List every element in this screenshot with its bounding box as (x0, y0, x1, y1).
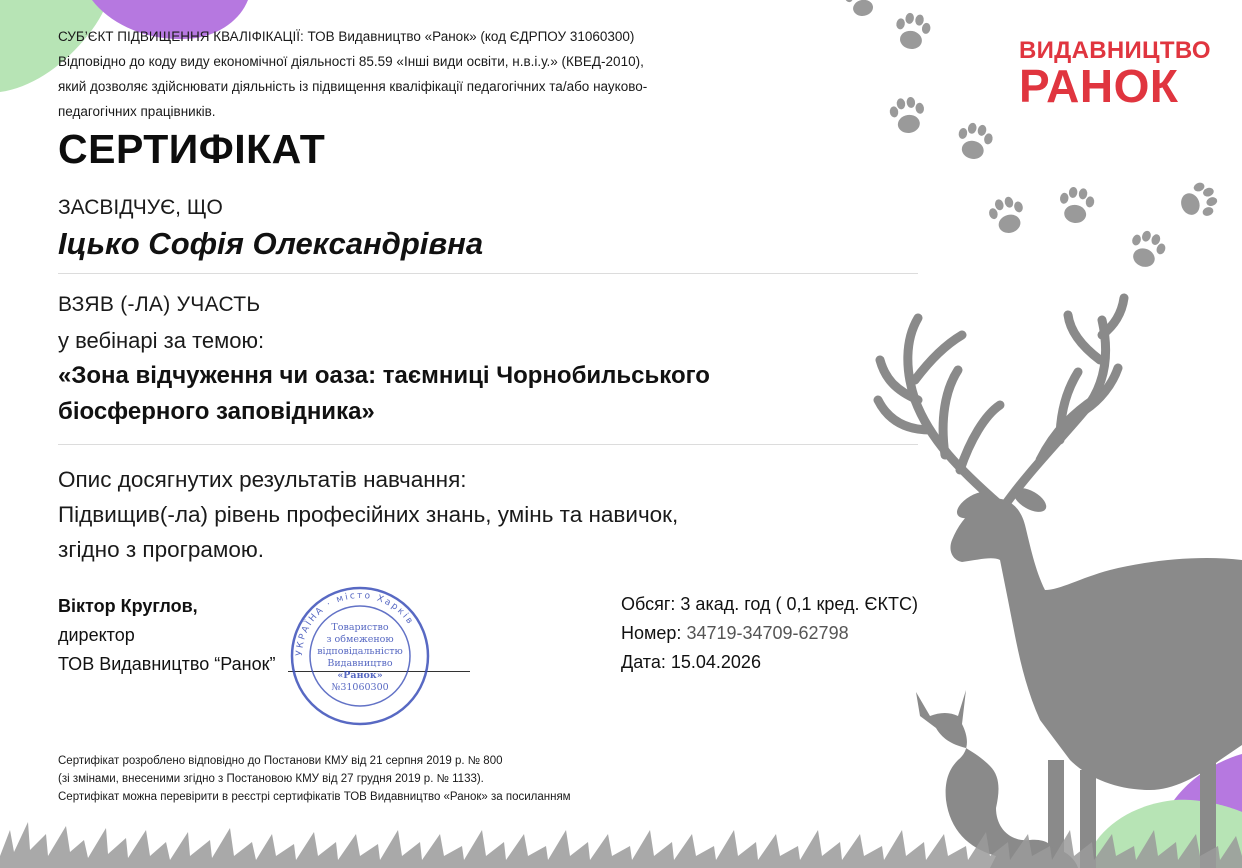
signer-organization: ТОВ Видавництво “Ранок” (58, 654, 276, 674)
webinar-intro: у вебінарі за темою: (58, 328, 265, 353)
learning-results (58, 462, 678, 567)
legal-footer-line: Сертифікат розроблено відповідно до Постанови КМУ від 21 серпня 2019 р. № 800 (58, 755, 503, 767)
stamp-inner-line: Видавництво (327, 658, 393, 669)
stamp-inner-line: відповідальністю (317, 646, 403, 657)
divider (58, 273, 918, 274)
stamp-inner-line: «Ранок» (337, 670, 383, 681)
meta-number-value: 34719-34709-62798 (686, 623, 849, 643)
paw-print (986, 194, 1028, 237)
signer-name: Віктор Круглов, (58, 596, 198, 616)
legal-footer-line: (зі змінами, внесеними згідно з Постановою КМУ від 27 грудня 2019 р. № 1133). (58, 773, 484, 785)
paw-print (1176, 179, 1221, 223)
meta-number-label: Номер: (621, 623, 682, 643)
legal-header (58, 24, 778, 124)
meta-volume: Обсяг: 3 акад. год ( 0,1 кред. ЄКТС) (621, 594, 918, 614)
webinar-topic-line: «Зона відчуження чи оаза: таємниці Чорнобильського (58, 362, 710, 389)
paw-print (1125, 227, 1169, 272)
webinar-topic (58, 358, 838, 430)
meta-number (621, 619, 918, 648)
deer-silhouette (878, 298, 1242, 868)
stamp-inner-line: з обмеженою (326, 634, 394, 645)
logo-line-ranok: РАНОК (1019, 60, 1179, 112)
learning-results-line: Підвищив(-ла) рівень професійних знань, умінь та навичок, (58, 502, 679, 527)
logo-line-publishing: ВИДАВНИЦТВО (1019, 37, 1211, 64)
learning-results-line: згідно з програмою. (58, 537, 264, 562)
meta-date: Дата: 15.04.2026 (621, 652, 761, 672)
legal-header-line: СУБ’ЄКТ ПІДВИЩЕННЯ КВАЛІФІКАЦІЇ: ТОВ Видавництво «Ранок» (код ЄДРПОУ 31060300) (58, 29, 635, 44)
paw-print (888, 95, 927, 135)
stamp-inner-line: №31060300 (331, 682, 389, 693)
legal-header-line: Відповідно до коду виду економічної діяльності 85.59 «Інші види освіти, н.в.і.у.» (КВЕД-2010), (58, 54, 644, 69)
legal-footer-line: Сертифікат можна перевірити в реєстрі сертифікатів ТОВ Видавництво «Ранок» за посиланням (58, 791, 571, 803)
paw-print (892, 11, 932, 52)
publisher-logo (1019, 37, 1211, 112)
certificate-meta (621, 590, 918, 677)
legal-header-line: який дозволяє здійснювати діяльність із підвищення кваліфікації педагогічних та/або науково- (58, 79, 648, 94)
stamp-inner-line: Товариство (331, 622, 389, 633)
webinar-topic-line: біосферного заповідника» (58, 398, 375, 425)
recipient-name: Іцько Софія Олександрівна (58, 226, 484, 261)
paw-print (1057, 185, 1096, 225)
took-part-label: ВЗЯВ (-ЛА) УЧАСТЬ (58, 293, 261, 316)
stamp-outer-text: УКРАЇНА · місто Харків (294, 590, 416, 657)
learning-results-line: Опис досягнутих результатів навчання: (58, 467, 467, 492)
official-stamp (288, 586, 432, 726)
paw-print (844, 0, 880, 19)
paw-print (954, 120, 995, 162)
divider (58, 444, 918, 445)
certificate-title: СЕРТИФІКАТ (58, 126, 326, 172)
legal-footer (58, 752, 571, 806)
signer-position: директор (58, 625, 135, 645)
legal-header-line: педагогічних працівників. (58, 104, 216, 119)
certifies-label: ЗАСВІДЧУЄ, ЩО (58, 196, 223, 219)
signer-block (58, 592, 276, 679)
